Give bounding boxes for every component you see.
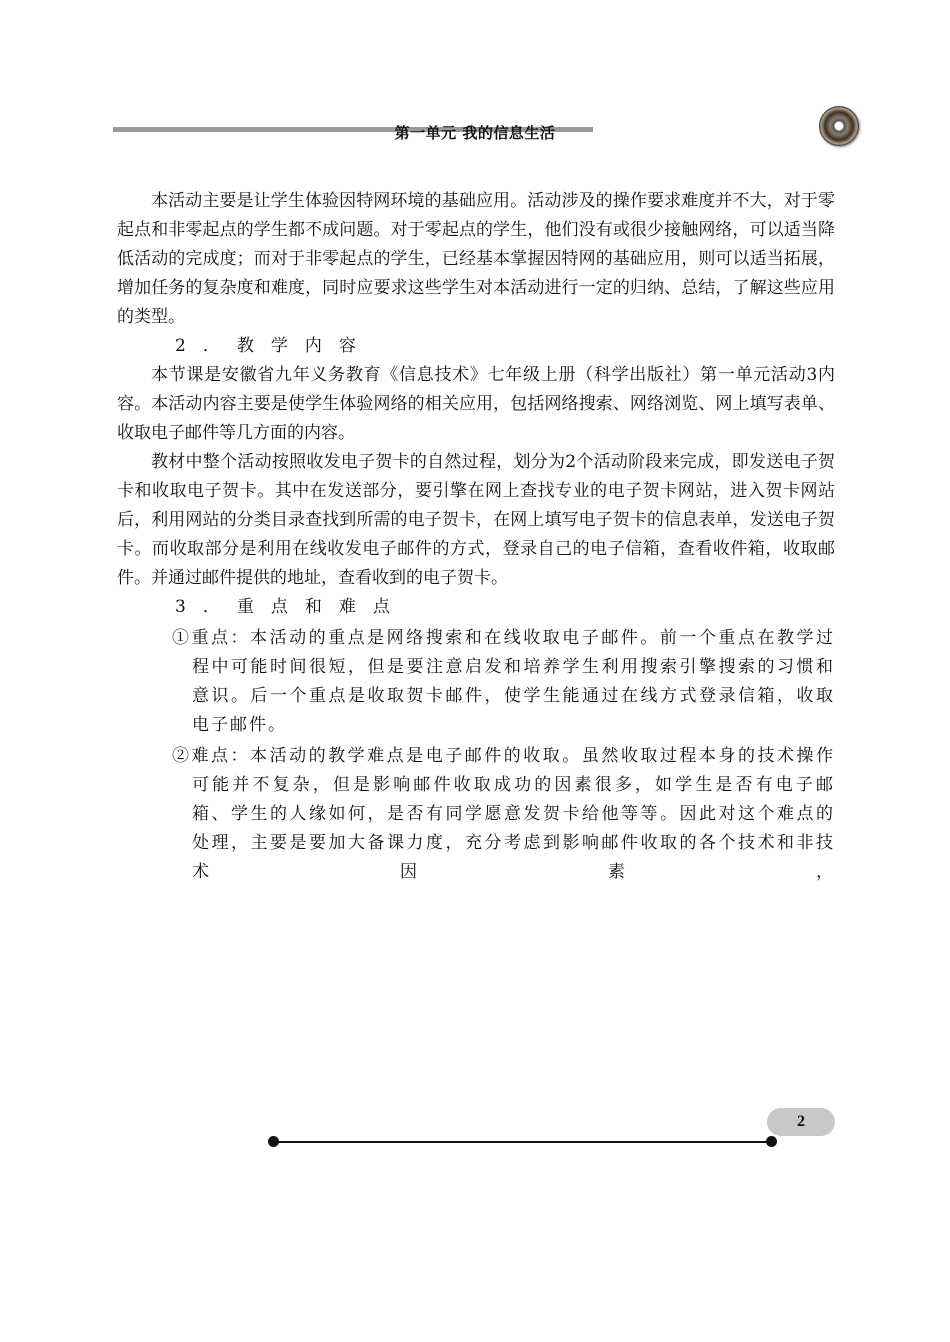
footer-rule-left-dot <box>268 1136 279 1147</box>
difficulty-text: ②难点：本活动的教学难点是电子邮件的收取。虽然收取过程本身的技术操作可能并不复杂，但是影响邮件收取成功的因素很多，如学生是否有电子邮箱、学生的人缘如何，是否有同学愿意发贺卡给他等等。因此对这个难点的处理，主要是要加大备课力度，充分考虑到影响邮件收取的各个技术和非技术因素， <box>172 746 835 882</box>
paragraph-textbook-activity: 教材中整个活动按照收发电子贺卡的自然过程，划分为2个活动阶段来完成，即发送电子贺卡和收取电子贺卡。其中在发送部分，要引擎在网上查找专业的电子贺卡网站，进入贺卡网站后，利用网站的分类目录查找到所需的电子贺卡，在网上填写电子贺卡的信息表单，发送电子贺卡。而收取部分是利用在线收发电子邮件的方式，登录自己的电子信箱，查看收件箱，收取邮件。并通过邮件提供的地址，查看收到的电子贺卡。 <box>117 452 835 588</box>
footer-rule <box>274 1141 772 1143</box>
section-heading-key-points: 3．重点和难点 <box>175 597 407 617</box>
footer-rule-right-dot <box>766 1136 777 1147</box>
paragraph-lesson-content: 本节课是安徽省九年义务教育《信息技术》七年级上册（科学出版社）第一单元活动3内容。本活动内容主要是使学生体验网络的相关应用，包括网络搜索、网络浏览、网上填写表单、收取电子邮件等几方面的内容。 <box>117 365 835 443</box>
key-point-text: ①重点：本活动的重点是网络搜索和在线收取电子邮件。前一个重点在教学过程中可能时间很短，但是要注意启发和培养学生利用搜索引擎搜索的习惯和意识。后一个重点是收取贺卡邮件，使学生能通过在线方式登录信箱，收取电子邮件。 <box>172 628 835 735</box>
section-heading-teaching-content: 2．教学内容 <box>175 336 373 356</box>
paragraph-activity-overview: 本活动主要是让学生体验因特网环境的基础应用。活动涉及的操作要求难度并不大，对于零起点和非零起点的学生都不成问题。对于零起点的学生，他们没有或很少接触网络，可以适当降低活动的完成度；而对于非零起点的学生，已经基本掌握因特网的基础应用，则可以适当拓展，增加任务的复杂度和难度，同时应要求这些学生对本活动进行一定的归纳、总结，了解这些应用的类型。 <box>117 191 835 327</box>
list-item-key-point <box>172 624 835 740</box>
running-header-title: 第一单元 我的信息生活 <box>394 124 556 142</box>
cd-disc-icon <box>819 106 859 146</box>
page-body <box>117 187 835 887</box>
page-number-badge: 2 <box>767 1108 835 1136</box>
list-item-difficulty <box>172 742 835 887</box>
